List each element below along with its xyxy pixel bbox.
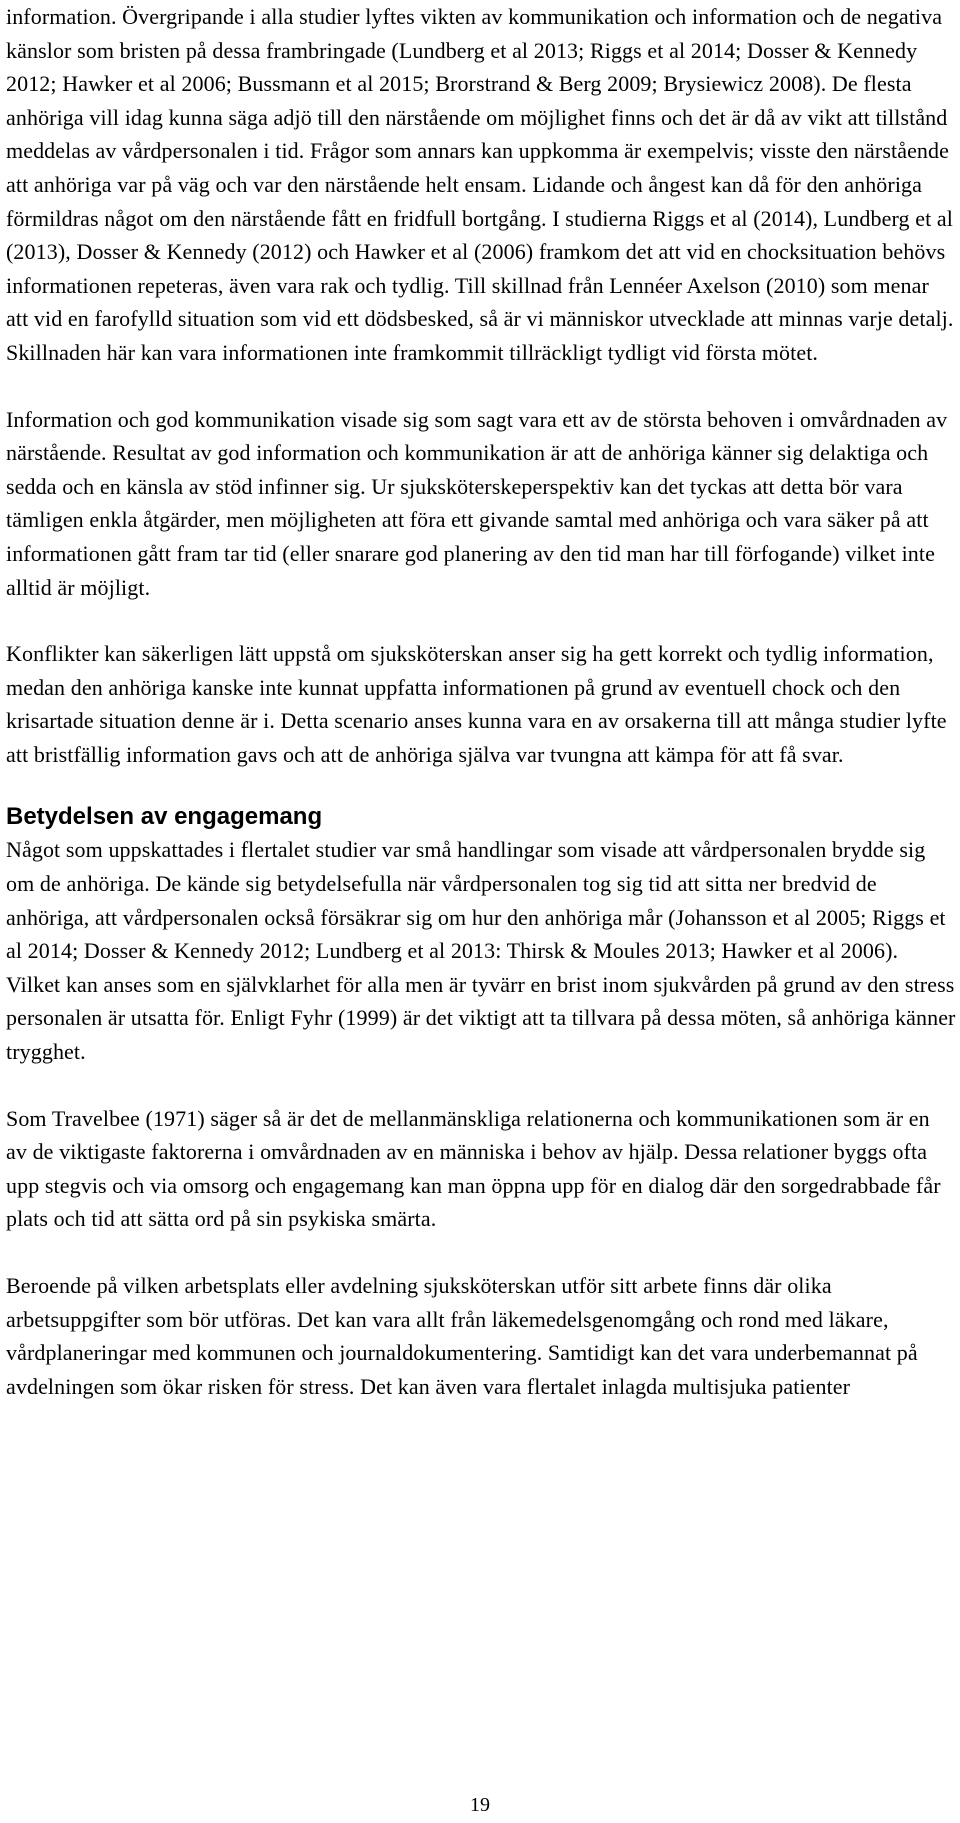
document-page — [6, 0, 956, 1403]
paragraph-workplace: Beroende på vilken arbetsplats eller avdelning sjuksköterskan utför sitt arbete finns där olika arbetsuppgifter som bör utföras. Det kan vara allt från läkemedelsgenomgång och rond med läkare, vårdplaneringar med kommunen och journaldokumentering. Samtidigt kan det vara underbemannat på avdelningen som ökar risken för stress. Det kan även vara flertalet inlagda multisjuka patienter — [6, 1273, 918, 1399]
paragraph-travelbee: Som Travelbee (1971) säger så är det de mellanmänskliga relationerna och kommunikationen som är en av de viktigaste faktorerna i omvårdnaden av en människa i behov av hjälp. Dessa relationer byggs ofta upp stegvis och via omsorg och engagemang kan man öppna upp för en dialog där den sorgedrabbade får plats och tid att sätta ord på sin psykiska smärta. — [6, 1105, 941, 1232]
paragraph-engagement: Något som uppskattades i flertalet studier var små handlingar som visade att vårdpersonalen brydde sig om de anhöriga. De kände sig betydelsefulla när vårdpersonalen tog sig tid att sitta ner bredvid de anhöriga, att vårdpersonalen också försäkrar sig om hur den anhöriga mår (Johansson et al 2005; Riggs et al 2014; Dosser & Kennedy 2012; Lundberg et al 2013: Thirsk & Moules 2013; Hawker et al 2006). Vilket kan anses som en självklarhet för alla men är tyvärr en brist inom sjukvården på grund av den stress personalen är utsatta för. Enligt Fyhr (1999) är det viktigt att ta tillvara på dessa möten, så anhöriga känner trygghet. — [6, 837, 956, 1065]
paragraph-communication: Information och god kommunikation visade sig som sagt vara ett av de största behoven i omvårdnaden av närstående. Resultat av god information och kommunikation är att de anhöriga känner sig delaktiga och sedda och en känsla av stöd infinner sig. Ur sjuksköterskeperspektiv kan det tyckas att detta bör vara tämligen enkla åtgärder, men möjligheten att föra ett givande samtal med anhöriga och vara säker på att informationen gått fram tar tid (eller snarare god planering av den tid man har till förfogande) vilket inte alltid är möjligt. — [6, 406, 948, 600]
page-number: 19 — [470, 1794, 490, 1816]
section-heading: Betydelsen av engagemang — [6, 803, 323, 831]
paragraph-information: information. Övergripande i alla studier lyftes vikten av kommunikation och information och de negativa känslor som bristen på dessa frambringade (Lundberg et al 2013; Riggs et al 2014; Dosser & Kennedy 2012; Hawker et al 2006; Bussmann et al 2015; Brorstrand & Berg 2009; Brysiewicz 2008). De flesta anhöriga vill idag kunna säga adjö till den närstående om möjlighet finns och det är då av vikt att tillstånd meddelas av vårdpersonalen i tid. Frågor som annars kan uppkomma är exempelvis; visste den närstående att anhöriga var på väg och var den närstående helt ensam. Lidande och ångest kan då för den anhöriga förmildras något om den närstående fått en fridfull bortgång. I studierna Riggs et al (2014), Lundberg et al (2013), Dosser & Kennedy (2012) och Hawker et al (2006) framkom det att vid en chocksituation behövs informationen repeteras, även vara rak och tydlig. Till skillnad från Lennéer Axelson (2010) som menar att vid en farofylld situation som vid ett dödsbesked, så är vi människor utvecklade att minnas varje detalj. Skillnaden här kan vara informationen inte framkommit tillräckligt tydligt vid första mötet. — [6, 4, 954, 365]
paragraph-conflicts: Konflikter kan säkerligen lätt uppstå om sjuksköterskan anser sig ha gett korrekt och tydlig information, medan den anhöriga kanske inte kunnat uppfatta informationen på grund av eventuell chock och den krisartade situation denne är i. Detta scenario anses kunna vara en av orsakerna till att många studier lyfte att bristfällig information gavs och att de anhöriga själva var tvungna att kämpa för att få svar. — [6, 641, 947, 767]
